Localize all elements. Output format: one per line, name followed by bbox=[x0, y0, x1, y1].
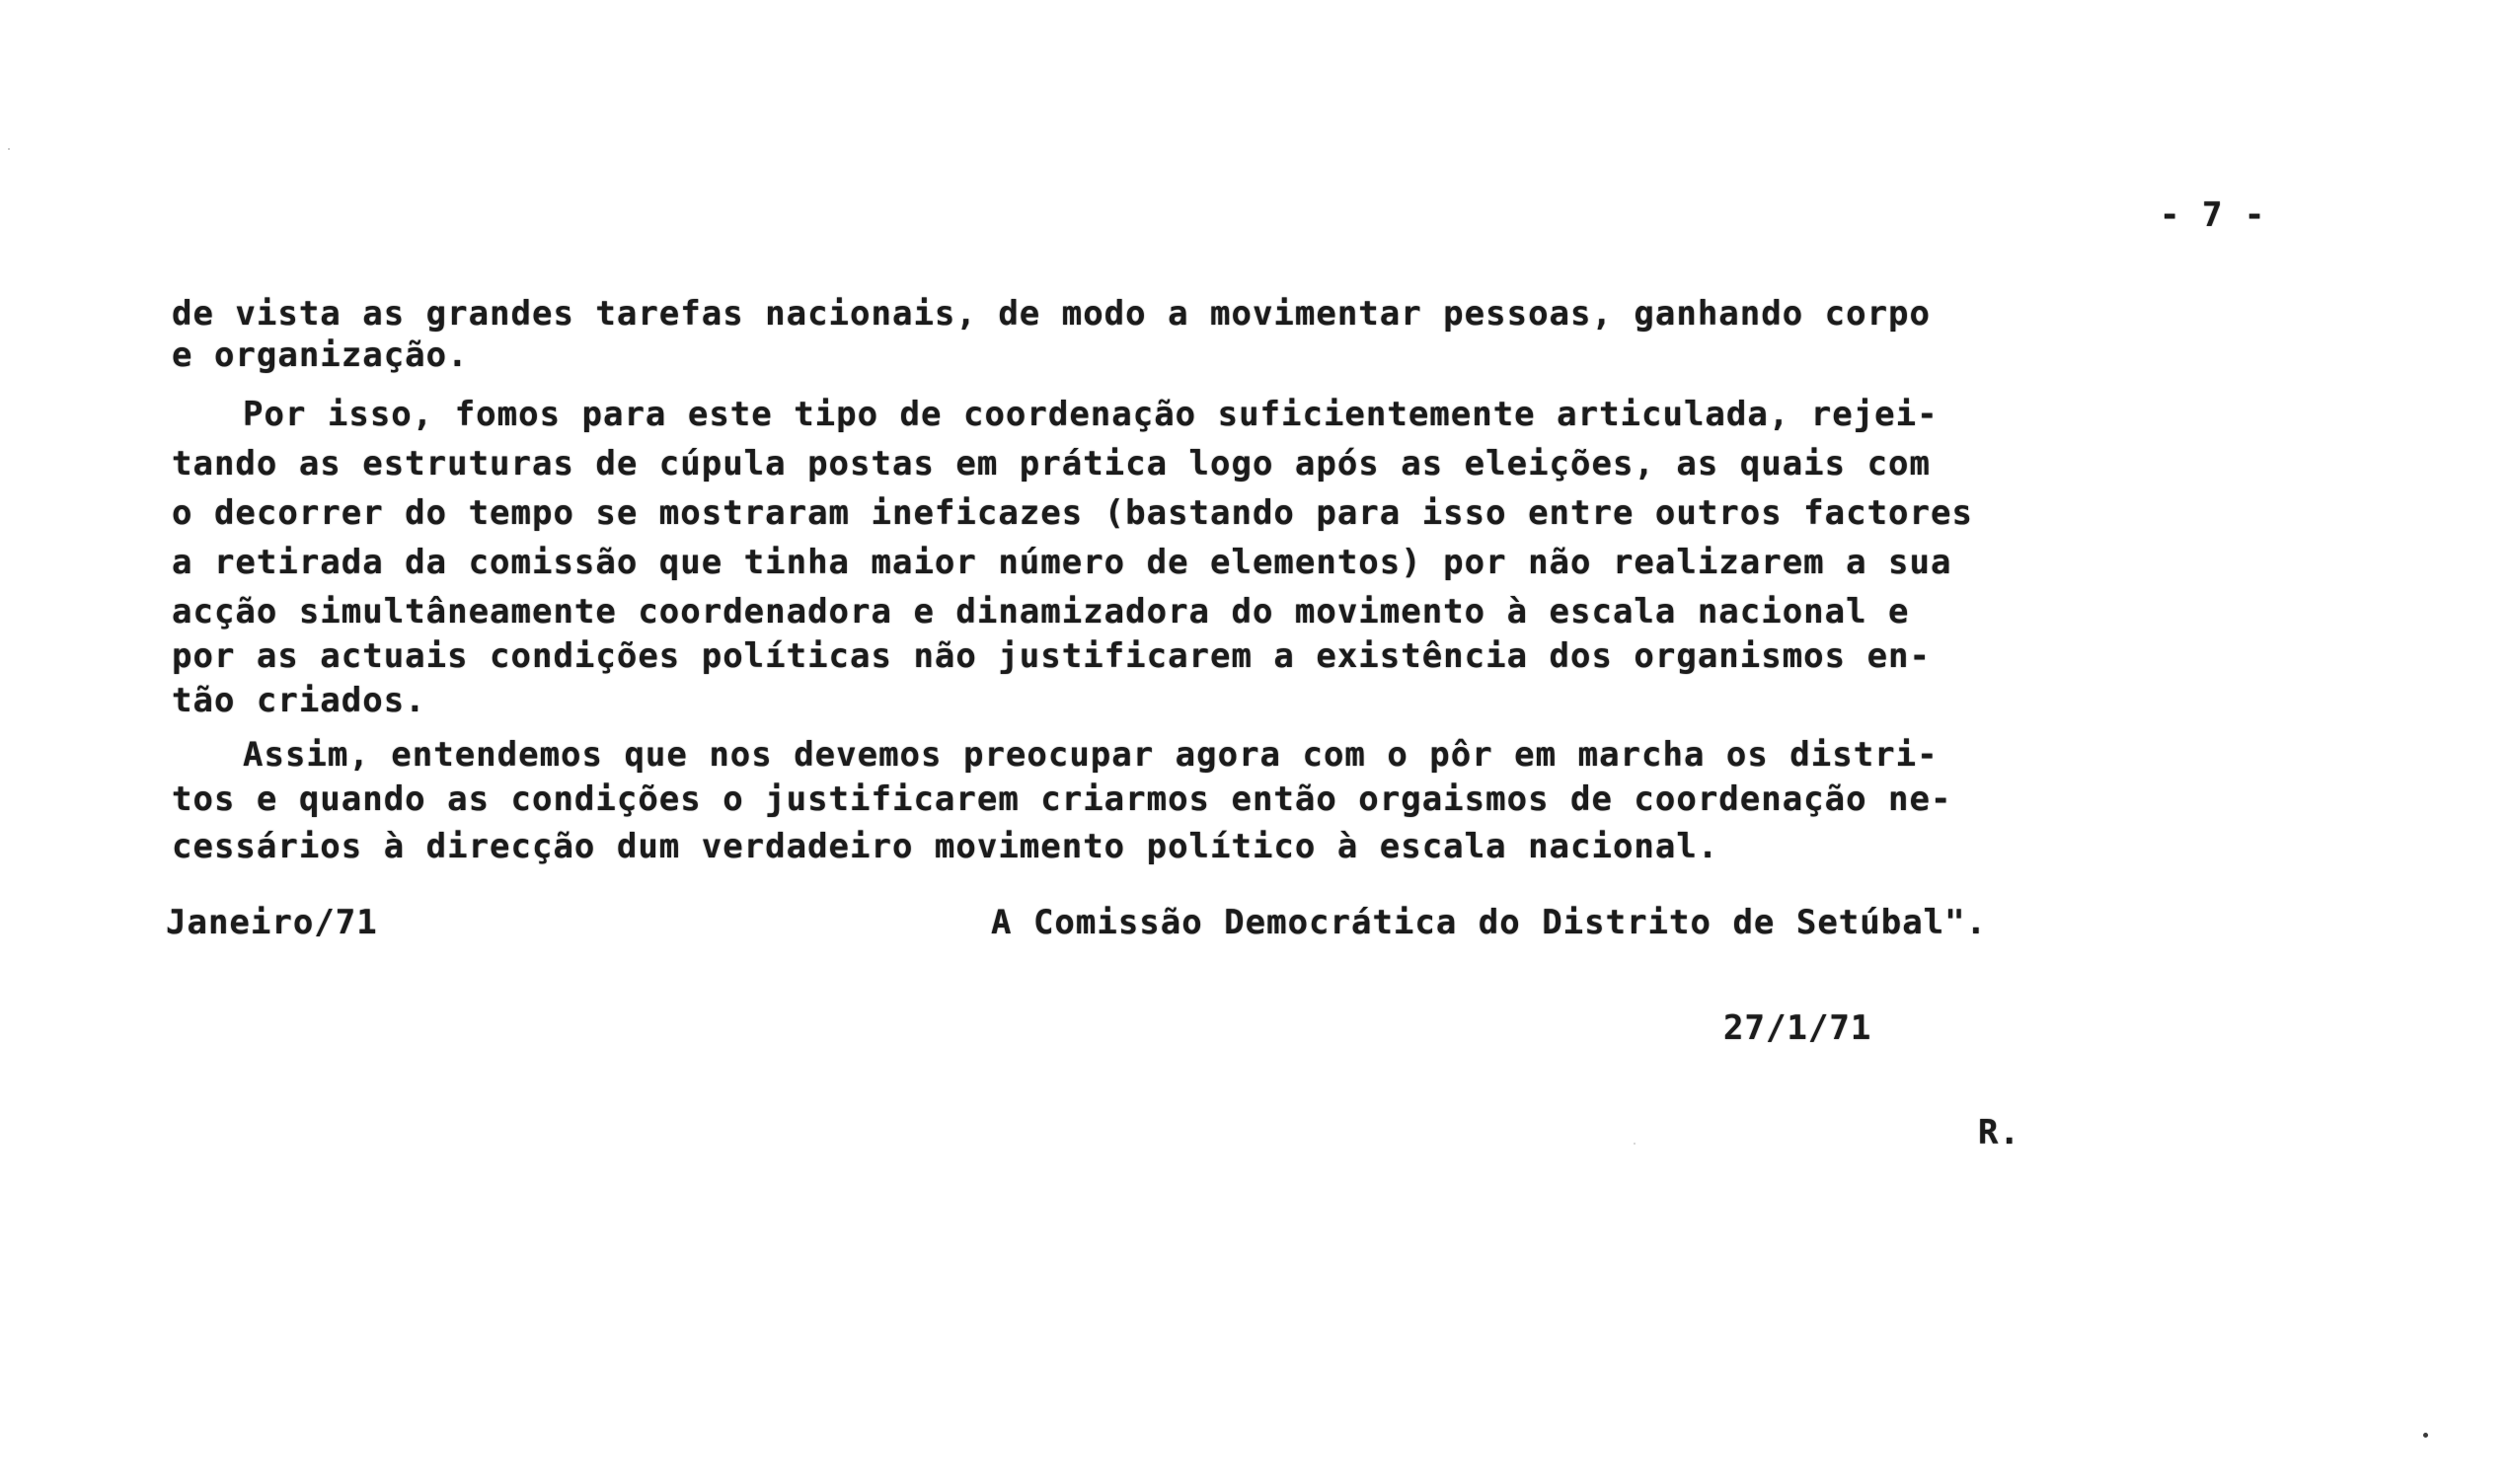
scan-speck bbox=[1634, 1143, 1636, 1145]
body-line: tando as estruturas de cúpula postas em prática logo após as eleições, as quais com bbox=[172, 444, 1931, 483]
body-line: acção simultâneamente coordenadora e dinamizadora do movimento à escala nacional e bbox=[172, 592, 1910, 631]
body-line: tos e quando as condições o justificarem criarmos então orgaismos de coordenação ne- bbox=[172, 779, 1952, 819]
date-left: Janeiro/71 bbox=[166, 903, 378, 942]
body-line: a retirada da comissão que tinha maior número de elementos) por não realizarem a sua bbox=[172, 543, 1952, 582]
body-line: por as actuais condições políticas não justificarem a existência dos organismos en- bbox=[172, 636, 1931, 676]
signature-line: A Comissão Democrática do Distrito de Setúbal". bbox=[991, 903, 1988, 942]
body-line: Por isso, fomos para este tipo de coordenação suficientemente articulada, rejei- bbox=[243, 395, 1939, 434]
initial-mark: R. bbox=[1978, 1113, 2020, 1152]
body-line: de vista as grandes tarefas nacionais, de modo a movimentar pessoas, ganhando corpo bbox=[172, 294, 1931, 334]
page-number: - 7 - bbox=[2160, 195, 2266, 235]
body-line: e organização. bbox=[172, 335, 469, 375]
body-line: cessários à direcção dum verdadeiro movimento político à escala nacional. bbox=[172, 827, 1719, 866]
body-line: o decorrer do tempo se mostraram ineficazes (bastando para isso entre outros factores bbox=[172, 493, 1973, 533]
body-line: tão criados. bbox=[172, 681, 426, 720]
date-right: 27/1/71 bbox=[1723, 1008, 1872, 1048]
scan-speck bbox=[8, 148, 10, 150]
body-line: Assim, entendemos que nos devemos preocupar agora com o pôr em marcha os distri- bbox=[243, 735, 1939, 775]
scan-speck bbox=[2423, 1433, 2428, 1438]
